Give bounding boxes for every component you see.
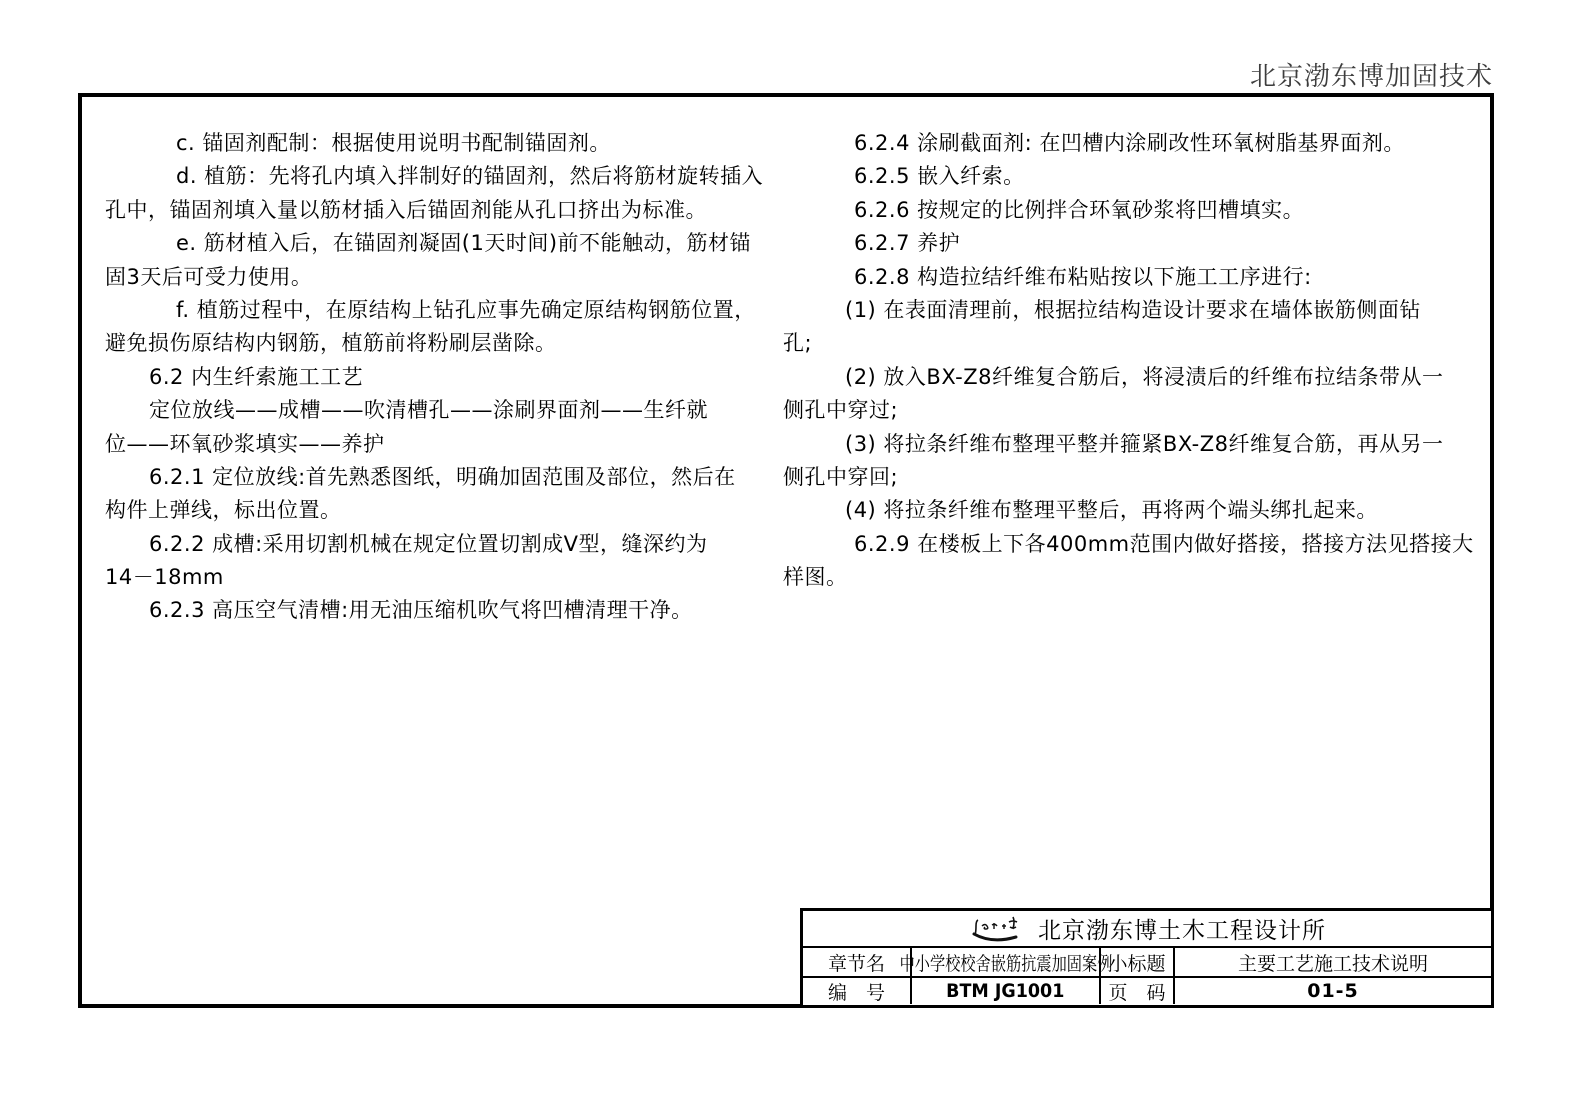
text-line: 14－18mm: [105, 565, 224, 590]
company-row: [803, 911, 1491, 948]
number-value: [910, 976, 1099, 1004]
text-line: f. 植筋过程中，在原结构上钻孔应事先确定原结构钢筋位置，: [176, 297, 756, 322]
text-line: 孔中，锚固剂填入量以筋材插入后锚固剂能从孔口挤出为标准。: [105, 197, 707, 222]
text-line: 侧孔中穿回;: [783, 464, 899, 489]
pagecode-value: [1173, 976, 1491, 1004]
text-line: (4) 将拉条纤维布整理平整后，再将两个端头绑扎起来。: [845, 498, 1378, 523]
text-line: 固3天后可受力使用。: [105, 264, 313, 289]
text-line: 样图。: [783, 565, 848, 590]
number-label: 编 号: [803, 976, 910, 1004]
text-line: (2) 放入BX-Z8纤维复合筋后，将浸渍后的纤维布拉结条带从一: [845, 364, 1444, 389]
text-line: (3) 将拉条纤维布整理平整并箍紧BX-Z8纤维复合筋，再从另一: [845, 431, 1444, 456]
text-line: 6.2.5 嵌入纤索。: [854, 164, 1025, 189]
text-line: 构件上弹线，标出位置。: [105, 498, 342, 523]
text-line: 6.2.7 养护: [854, 231, 961, 256]
text-line: 6.2.9 在楼板上下各400mm范围内做好搭接，搭接方法见搭接大: [854, 531, 1474, 556]
title-block-grid: [803, 948, 1491, 1004]
chapter-label: 章节名: [827, 952, 885, 975]
right-text-column: [783, 127, 1474, 594]
title-block: [800, 908, 1494, 1008]
text-line: 6.2.8 构造拉结纤维布粘贴按以下施工工序进行:: [854, 264, 1312, 289]
text-line: 避免损伤原结构内钢筋，植筋前将粉刷层凿除。: [105, 331, 557, 356]
text-line: 孔;: [783, 331, 813, 356]
text-line: 6.2.4 涂刷截面剂: 在凹槽内涂刷改性环氧树脂基界面剂。: [854, 131, 1405, 155]
subtitle-label: 小标题: [1099, 948, 1173, 976]
text-line: e. 筋材植入后，在锚固剂凝固(1天时间)前不能触动，筋材锚: [176, 231, 752, 256]
text-line: 侧孔中穿过;: [783, 398, 899, 423]
chapter-value-text: 中小学校校舍嵌筋抗震加固案例: [899, 952, 1112, 975]
text-line: 6.2.3 高压空气清槽:用无油压缩机吹气将凹槽清理干净。: [149, 598, 693, 623]
text-line: d. 植筋：先将孔内填入拌制好的锚固剂，然后将筋材旋转插入: [176, 164, 764, 189]
text-line: c. 锚固剂配制：根据使用说明书配制锚固剂。: [176, 131, 611, 155]
text-line: 6.2.1 定位放线:首先熟悉图纸，明确加固范围及部位，然后在: [149, 464, 736, 489]
text-line: 6.2.6 按规定的比例拌合环氧砂浆将凹槽填实。: [854, 197, 1305, 222]
left-text-column: [105, 127, 765, 628]
pagecode-value-text: 01-5: [1307, 980, 1359, 1002]
chapter-value: [899, 948, 1112, 976]
number-value-text: BTM JG1001: [946, 980, 1065, 1002]
text-line: (1) 在表面清理前，根据拉结构造设计要求在墙体嵌筋侧面钻: [845, 297, 1421, 322]
text-line: 6.2 内生纤索施工工艺: [149, 364, 364, 389]
subtitle-value: 主要工艺施工技术说明: [1173, 948, 1491, 976]
text-line: 6.2.2 成槽:采用切割机械在规定位置切割成V型，缝深约为: [149, 531, 708, 556]
page-header-brand: 北京渤东博加固技术: [1249, 62, 1493, 92]
company-name: 北京渤东博土木工程设计所: [1038, 918, 1326, 944]
text-line: 位——环氧砂浆填实——养护: [105, 431, 385, 456]
text-line: 定位放线——成槽——吹清槽孔——涂刷界面剂——生纤就: [149, 398, 708, 423]
company-logo-icon: [968, 914, 1024, 944]
pagecode-label: 页 码: [1099, 976, 1173, 1004]
